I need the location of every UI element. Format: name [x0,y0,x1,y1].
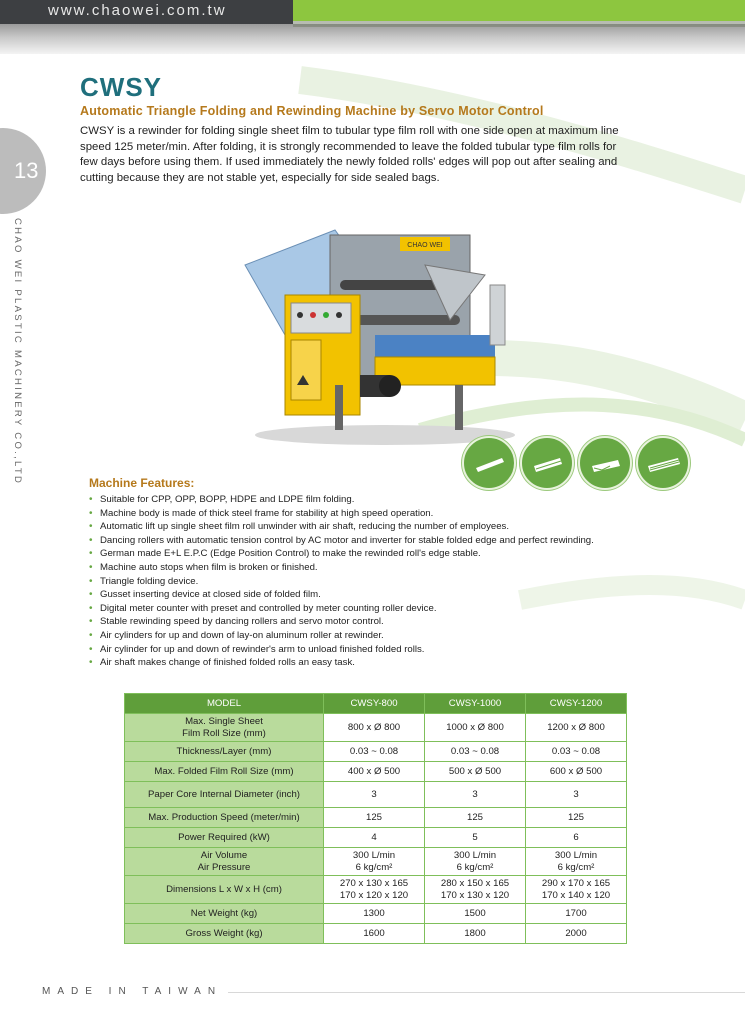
spec-value: 125 [324,808,425,828]
feature-item: • Automatic lift up single sheet film roll unwinder with air shaft, reducing the number of employees. [89,520,629,534]
footer-rule [228,992,745,993]
spec-value: 6 [526,828,627,848]
spec-value: 2000 [526,924,627,944]
spec-value: 300 L/min 6 kg/cm² [324,848,425,876]
header-green-bar [293,0,745,21]
spec-value: 125 [425,808,526,828]
spec-row [125,762,627,782]
feature-item: • Gusset inserting device at closed side of folded film. [89,588,629,602]
fold-icon-4 [636,436,690,490]
spec-row [125,742,627,762]
made-in-label: MADE IN TAIWAN [42,986,223,997]
fold-icon-2 [520,436,574,490]
spec-value: 270 x 130 x 165 170 x 120 x 120 [324,876,425,904]
side-company-name: CHAO WEI PLASTIC MACHINERY CO.,LTD [12,218,23,486]
spec-value: 3 [526,782,627,808]
spec-value: 800 x Ø 800 [324,714,425,742]
fold-icon-1 [462,436,516,490]
spec-row [125,924,627,944]
spec-value: 4 [324,828,425,848]
spec-body [125,714,627,944]
feature-item: • Air cylinder for up and down of rewinder's arm to unload finished folded rolls. [89,643,629,657]
spec-label: Thickness/Layer (mm) [125,742,324,762]
feature-item: • Machine auto stops when film is broken or finished. [89,561,629,575]
spec-header-col: CWSY-1000 [425,694,526,714]
spec-value: 0.03 ~ 0.08 [526,742,627,762]
spec-header-row [125,694,627,714]
page-number: 13 [14,158,39,183]
features-heading: Machine Features: [89,476,195,490]
spec-value: 300 L/min 6 kg/cm² [425,848,526,876]
spec-label: Max. Single Sheet Film Roll Size (mm) [125,714,324,742]
spec-label: Paper Core Internal Diameter (inch) [125,782,324,808]
spec-header-model: MODEL [125,694,324,714]
spec-row [125,828,627,848]
spec-label: Dimensions L x W x H (cm) [125,876,324,904]
spec-value: 600 x Ø 500 [526,762,627,782]
spec-value: 1800 [425,924,526,944]
feature-item: • Triangle folding device. [89,575,629,589]
spec-row [125,782,627,808]
spec-row [125,808,627,828]
feature-item: • Dancing rollers with automatic tension control by AC motor and inverter for stable folded edge and perfect rewinding. [89,534,629,548]
feature-item: • Stable rewinding speed by dancing rollers and servo motor control. [89,615,629,629]
header-shadow [293,21,745,27]
product-description: CWSY is a rewinder for folding single sheet film to tubular type film roll with one side open at maximum line speed 125 meter/min. After folding, it is strongly recommended to leave the folded tubular type film rolls for few days before using them. If used immediately the newly folded rolls' edges will pop out after sealing and cutting because they are not stable yet, especially for side sealed bags. [80,125,619,184]
spec-value: 0.03 ~ 0.08 [324,742,425,762]
spec-value: 1600 [324,924,425,944]
fold-type-icons [462,436,690,492]
spec-label: Max. Production Speed (meter/min) [125,808,324,828]
product-subtitle: Automatic Triangle Folding and Rewinding Machine by Servo Motor Control [80,104,544,118]
feature-item: • German made E+L E.P.C (Edge Position Control) to make the rewinded roll's edge stable. [89,547,629,561]
header-gradient-band [0,24,745,54]
spec-row [125,876,627,904]
spec-value: 1200 x Ø 800 [526,714,627,742]
spec-label: Power Required (kW) [125,828,324,848]
spec-value: 0.03 ~ 0.08 [425,742,526,762]
spec-value: 125 [526,808,627,828]
spec-value: 1000 x Ø 800 [425,714,526,742]
features-list [89,493,629,670]
feature-item: • Digital meter counter with preset and controlled by meter counting roller device. [89,602,629,616]
product-title: CWSY [80,72,162,102]
spec-value: 400 x Ø 500 [324,762,425,782]
spec-value: 3 [425,782,526,808]
spec-value: 1300 [324,904,425,924]
spec-label: Max. Folded Film Roll Size (mm) [125,762,324,782]
fold-icon-3 [578,436,632,490]
spec-table [124,693,627,944]
spec-value: 5 [425,828,526,848]
spec-value: 3 [324,782,425,808]
feature-item: • Suitable for CPP, OPP, BOPP, HDPE and LDPE film folding. [89,493,629,507]
spec-value: 300 L/min 6 kg/cm² [526,848,627,876]
spec-label: Net Weight (kg) [125,904,324,924]
spec-value: 1500 [425,904,526,924]
machine-image [225,225,525,450]
spec-label: Air Volume Air Pressure [125,848,324,876]
spec-row [125,904,627,924]
spec-value: 290 x 170 x 165 170 x 140 x 120 [526,876,627,904]
spec-value: 500 x Ø 500 [425,762,526,782]
spec-label: Gross Weight (kg) [125,924,324,944]
spec-row [125,714,627,742]
feature-item: • Air cylinders for up and down of lay-on aluminum roller at rewinder. [89,629,629,643]
spec-value: 1700 [526,904,627,924]
feature-item: • Air shaft makes change of finished folded rolls an easy task. [89,656,629,670]
spec-header-col: CWSY-1200 [526,694,627,714]
spec-row [125,848,627,876]
machine-badge: CHAO WEI [407,242,443,249]
feature-item: • Machine body is made of thick steel frame for stability at high speed operation. [89,507,629,521]
spec-header-col: CWSY-800 [324,694,425,714]
header-url[interactable]: www.chaowei.com.tw [48,2,227,19]
spec-value: 280 x 150 x 165 170 x 130 x 120 [425,876,526,904]
